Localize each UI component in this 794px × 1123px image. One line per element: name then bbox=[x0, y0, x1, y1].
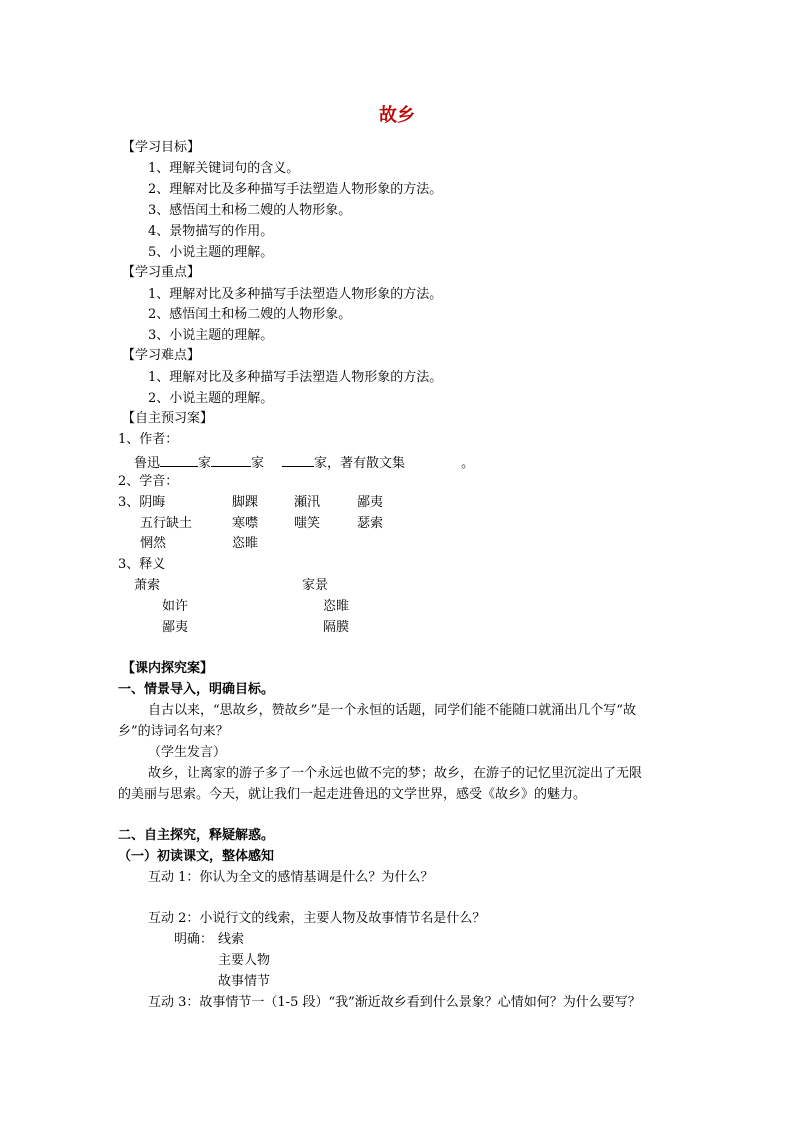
clarify-characters: 主要人物 bbox=[218, 953, 271, 968]
clarify-plot: 故事情节 bbox=[218, 974, 271, 989]
goals-header: 【学习目标】 bbox=[122, 140, 201, 155]
section-2-title: 二、自主探究，释疑解惑。 bbox=[118, 828, 275, 843]
pron-word: 瑟索 bbox=[357, 516, 384, 531]
paragraph-1-line-2: 乡”的诗词名句来？ bbox=[118, 724, 229, 739]
def-word: 家景 bbox=[302, 578, 329, 593]
pron-word: 恣睢 bbox=[232, 536, 259, 551]
author-blank-3 bbox=[282, 453, 314, 467]
inclass-header: 【课内探究案】 bbox=[122, 661, 214, 676]
paragraph-2-line-1: 故乡，让离家的游子多了一个永远也做不完的梦；故乡，在游子的记忆里沉淀出了无限 bbox=[148, 766, 643, 781]
paragraph-2-line-2: 的美丽与思索。今天，就让我们一起走进鲁迅的文学世界，感受《故乡》的魅力。 bbox=[118, 787, 587, 802]
interaction-2: 互动 2：小说行文的线索，主要人物及故事情节名是什么？ bbox=[148, 911, 486, 926]
pron-word: 3、阴晦 bbox=[118, 495, 166, 510]
clarify-label: 明确： bbox=[174, 932, 214, 947]
keypoint-item: 1、理解对比及多种描写手法塑造人物形象的方法。 bbox=[148, 287, 443, 302]
keypoint-item: 2、感悟闰土和杨二嫂的人物形象。 bbox=[148, 307, 352, 322]
pron-word: 鄙夷 bbox=[357, 495, 384, 510]
goal-item: 2、理解对比及多种描写手法塑造人物形象的方法。 bbox=[148, 182, 443, 197]
difficulties-header: 【学习难点】 bbox=[122, 348, 201, 363]
goal-item: 3、感悟闰土和杨二嫂的人物形象。 bbox=[148, 203, 352, 218]
interaction-1: 互动 1：你认为全文的感情基调是什么？为什么？ bbox=[148, 870, 434, 885]
pron-word: 瀬汛 bbox=[294, 495, 321, 510]
pron-word: 五行缺土 bbox=[140, 516, 193, 531]
pron-word: 嗤笑 bbox=[294, 516, 321, 531]
page-title: 故乡 bbox=[379, 105, 415, 126]
author-blank-1 bbox=[160, 453, 198, 467]
pron-word: 惘然 bbox=[140, 536, 167, 551]
def-word: 如许 bbox=[162, 599, 189, 614]
pron-word: 脚踝 bbox=[232, 495, 259, 510]
keypoints-header: 【学习重点】 bbox=[122, 265, 201, 280]
keypoint-item: 3、小说主题的理解。 bbox=[148, 328, 274, 343]
goal-item: 4、景物描写的作用。 bbox=[148, 224, 274, 239]
goal-item: 1、理解关键词句的含义。 bbox=[148, 161, 300, 176]
author-jia-1: 家 bbox=[198, 456, 212, 471]
preview-header: 【自主预习案】 bbox=[122, 411, 214, 426]
paragraph-1-line-1: 自古以来，“思故乡，赞故乡”是一个永恒的话题，同学们能不能随口就涌出几个写“故 bbox=[148, 703, 636, 718]
author-jia-3: 家，著有散文集 bbox=[314, 456, 406, 471]
pron-word: 寒噤 bbox=[232, 516, 259, 531]
student-speech-note: （学生发言） bbox=[148, 745, 227, 760]
def-word: 恣睢 bbox=[323, 599, 350, 614]
difficulty-item: 1、理解对比及多种描写手法塑造人物形象的方法。 bbox=[148, 370, 443, 385]
pronunciation-label: 2、学音： bbox=[118, 474, 179, 489]
author-line bbox=[134, 453, 474, 472]
definition-label: 3、释义 bbox=[118, 557, 166, 572]
author-jia-2: 家 bbox=[251, 456, 265, 471]
clarify-clue: 线索 bbox=[218, 932, 245, 947]
difficulty-item: 2、小说主题的理解。 bbox=[148, 391, 274, 406]
section-1-title: 一、情景导入，明确目标。 bbox=[118, 682, 275, 697]
interaction-3: 互动 3：故事情节一（1-5 段）“我”渐近故乡看到什么景象？心情如何？为什么要写？ bbox=[148, 995, 641, 1010]
def-word: 隔膜 bbox=[323, 620, 350, 635]
author-label: 1、作者： bbox=[118, 432, 179, 447]
author-blank-2 bbox=[211, 453, 251, 467]
def-word: 鄙夷 bbox=[162, 620, 189, 635]
author-end: 。 bbox=[461, 456, 475, 471]
def-word: 萧索 bbox=[134, 578, 161, 593]
subsection-1-title: （一）初读课文，整体感知 bbox=[118, 849, 275, 864]
author-name: 鲁迅 bbox=[134, 456, 161, 471]
goal-item: 5、小说主题的理解。 bbox=[148, 245, 274, 260]
